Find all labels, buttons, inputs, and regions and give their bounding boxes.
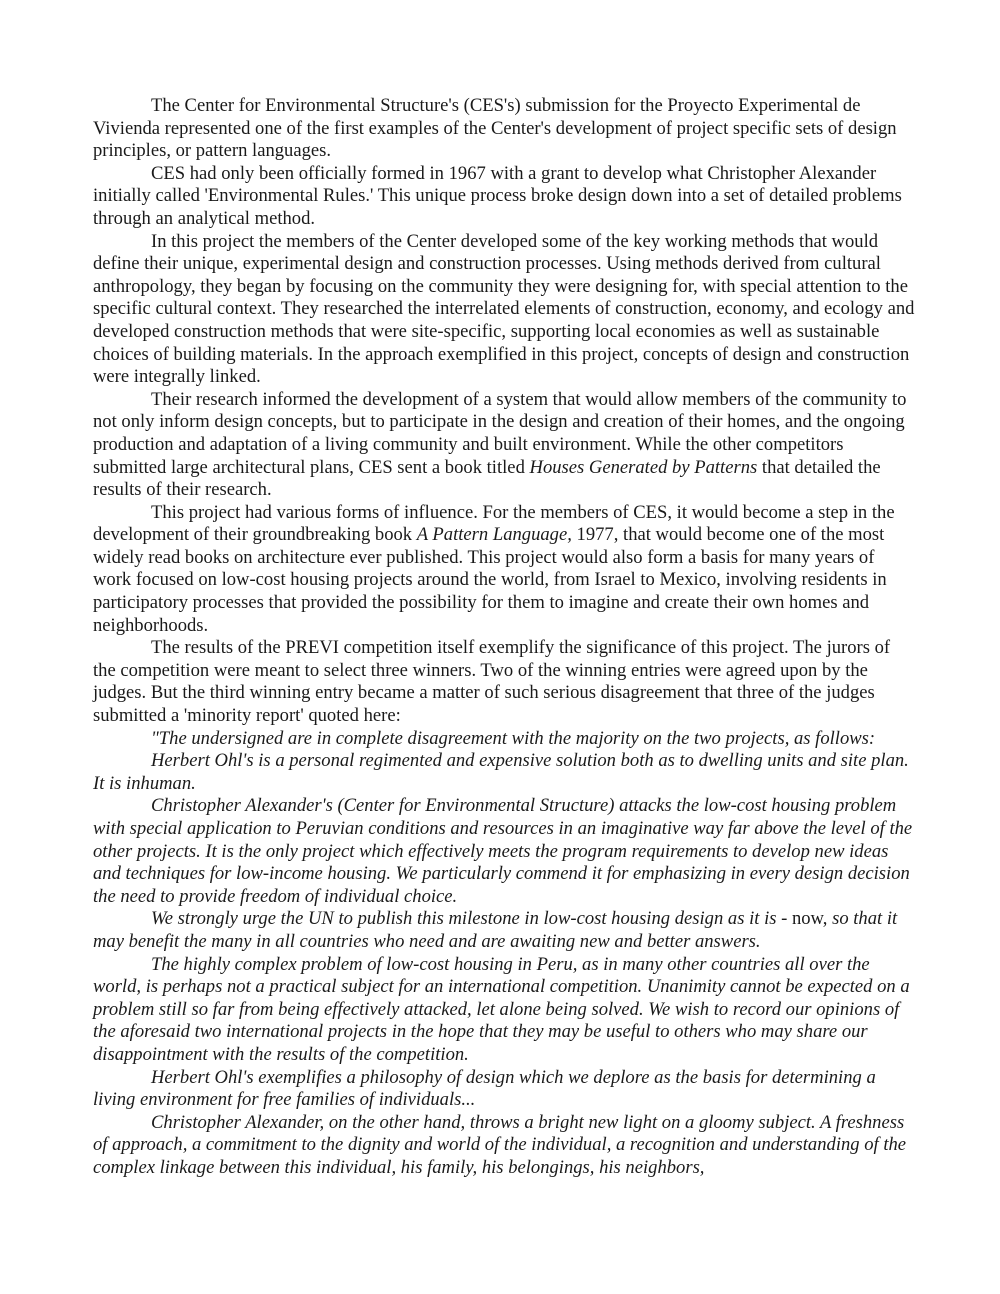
quote-text-upright: - now, (781, 908, 833, 930)
paragraph-text: CES had only been officially formed in 1967 with a grant to develop what Christopher Alexander initially called 'Environmental Rules.' This unique process broke design down into a set of detailed problems through an analytical method. (93, 162, 902, 229)
paragraph-working-methods (93, 231, 917, 389)
quote-paragraph-alexander (93, 795, 917, 908)
book-title-pattern-language: A Pattern Language, (416, 524, 572, 546)
paragraph-text: This project had various forms of influence. For the members of CES, it would become a step in the development of their groundbreaking book (93, 501, 895, 546)
quote-text: Herbert Ohl's exemplifies a philosophy of design which we deplore as the basis for determining a living environment for free families of individuals... (93, 1066, 876, 1111)
quote-text: Christopher Alexander's (Center for Environmental Structure) attacks the low-cost housing problem with special application to Peruvian conditions and resources in an imaginative way far above the level of the other projects. It is the only project which effectively meets the program requirements to develop new ideas and techniques for low-income housing. We particularly commend it for emphasizing in every design decision the need to provide freedom of individual choice. (93, 795, 913, 907)
quote-text: Christopher Alexander, on the other hand, throws a bright new light on a gloomy subject. A freshness of approach, a commitment to the dignity and world of the individual, a recognition and understanding of the complex linkage between this individual, his family, his belongings, his neighbors, (93, 1111, 907, 1178)
quote-paragraph-un-urge (93, 908, 917, 953)
book-title-houses-generated: Houses Generated by Patterns (529, 456, 758, 478)
quote-paragraph-ohl-philosophy (93, 1067, 917, 1112)
paragraph-ces-submission (93, 95, 917, 163)
quote-paragraph-complex-problem (93, 954, 917, 1067)
quote-paragraph-opening (93, 728, 917, 751)
paragraph-text: Their research informed the development of a system that would allow members of the community to not only inform design concepts, but to participate in the design and creation of their homes, and the ongoing production and adaptation of a living community and built environment. While the other competitors submitted large architectural plans, CES sent a book titled (93, 388, 907, 478)
quote-text: We strongly urge the UN to publish this milestone in low-cost housing design as it is (151, 908, 782, 930)
paragraph-ces-formation (93, 163, 917, 231)
document-page (93, 95, 917, 1180)
quote-text: so that it may benefit the many in all countries who need and are awaiting new and better answers. (93, 908, 898, 952)
quote-paragraph-alexander-light (93, 1112, 917, 1180)
paragraph-text: In this project the members of the Center developed some of the key working methods that would define their unique, experimental design and construction processes. Using methods derived from cultural anthropology, they began by focusing on the community they were designing for, with special attention to the specific cultural context. They researched the interrelated elements of construction, economy, and ecology and developed construction methods that were site-specific, supporting local economies as well as sustainable choices of building materials. In the approach exemplified in this project, concepts of design and construction were integrally linked. (93, 230, 915, 388)
paragraph-text: 1977, that would become one of the most widely read books on architecture ever published. This project would also form a basis for many years of work focused on low-cost housing projects around the world, from Israel to Mexico, involving residents in participatory processes that provided the possibility for them to imagine and create their own homes and neighborhoods. (93, 524, 887, 636)
quote-paragraph-ohl (93, 750, 917, 795)
quote-text: The highly complex problem of low-cost housing in Peru, as in many other countries all over the world, is perhaps not a practical subject for an international competition. Unanimity cannot be expected on a problem still so far from being effectively attacked, let alone being solved. We wish to record our opinions of the aforesaid two international projects in the hope that they may be useful to others who may share our disappointment with the results of the competition. (93, 953, 910, 1065)
paragraph-previ-results (93, 637, 917, 727)
paragraph-text: The results of the PREVI competition itself exemplify the significance of this project. The jurors of the competition were meant to select three winners. Two of the winning entries were agreed upon by the judges. But the third winning entry became a matter of such serious disagreement that three of the judges submitted a 'minority report' quoted here: (93, 637, 891, 727)
paragraph-text: The Center for Environmental Structure's (CES's) submission for the Proyecto Experimental de Vivienda represented one of the first examples of the Center's development of project specific sets of design principles, or pattern languages. (93, 95, 897, 162)
quote-text: Herbert Ohl's is a personal regimented and expensive solution both as to dwelling units and site plan. It is inhuman. (93, 750, 909, 794)
paragraph-text: that detailed the results of their research. (93, 456, 881, 501)
paragraph-research-system (93, 389, 917, 502)
quote-text: "The undersigned are in complete disagreement with the majority on the two projects, as follows: (151, 727, 876, 749)
paragraph-influence (93, 502, 917, 638)
